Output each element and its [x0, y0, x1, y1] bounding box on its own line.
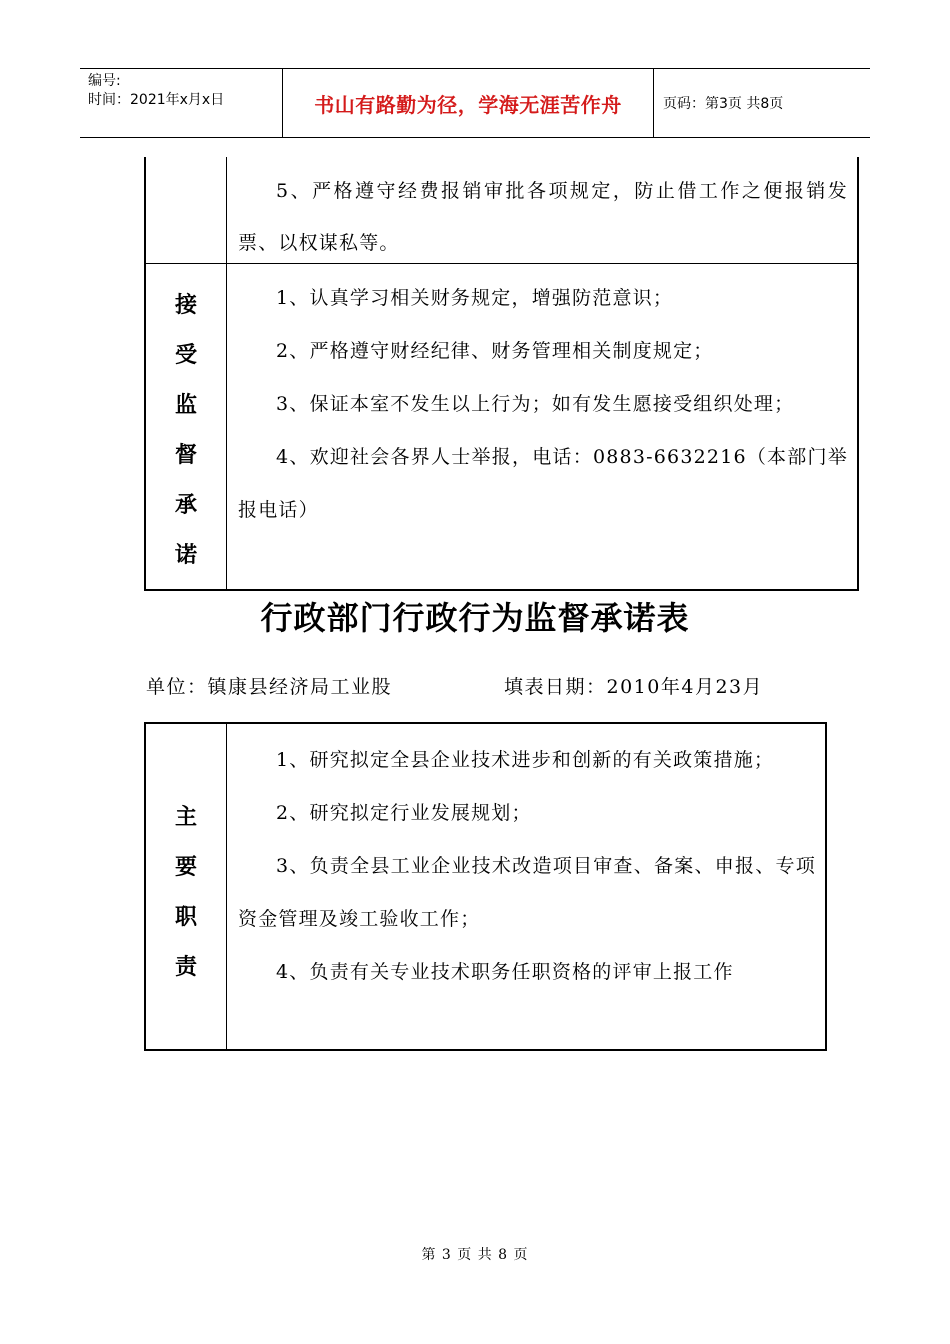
commitment-item: 1、认真学习相关财务规定，增强防范意识；	[276, 287, 674, 309]
header-page-info: 页码：第3页 共8页	[663, 96, 784, 112]
commitment-list	[238, 272, 848, 537]
commitment-table	[144, 157, 859, 591]
regulation-item-5: 5、严格遵守经费报销审批各项规定，防止借工作之便报销发票、以权谋私等。	[238, 180, 848, 254]
duty-item: 3、负责全县工业企业技术改造项目审查、备案、申报、专项资金管理及竣工验收工作；	[238, 855, 816, 930]
time-label: 时间：2021年x月x日	[88, 92, 225, 108]
header-motto: 书山有路勤为径，学海无涯苦作舟	[282, 69, 654, 137]
page-header	[80, 68, 870, 138]
fill-date-label: 填表日期：2010年4月23月	[504, 676, 764, 698]
duties-table	[144, 722, 827, 1051]
duty-item: 1、研究拟定全县企业技术进步和创新的有关政策措施；	[276, 749, 775, 771]
page-footer: 第 3 页 共 8 页	[421, 1247, 529, 1263]
number-label: 编号:	[88, 73, 121, 89]
column-divider	[226, 157, 227, 589]
unit-label: 单位：镇康县经济局工业股	[146, 676, 393, 698]
form-title: 行政部门行政行为监督承诺表	[260, 599, 690, 637]
commitment-item: 3、保证本室不发生以上行为；如有发生愿接受组织处理；	[276, 393, 795, 415]
duty-item: 2、研究拟定行业发展规划；	[276, 802, 532, 824]
main-duties-label: 主 要 职 责	[174, 804, 197, 980]
duties-list	[238, 734, 816, 999]
duty-item: 4、负责有关专业技术职务任职资格的评审上报工作	[276, 961, 734, 983]
supervision-commitment-label: 接 受 监 督 承 诺	[174, 292, 197, 568]
column-divider	[226, 724, 227, 1049]
header-meta	[80, 69, 282, 137]
commitment-item: 2、严格遵守财经纪律、财务管理相关制度规定；	[276, 340, 714, 362]
commitment-item: 4、欢迎社会各界人士举报，电话：0883-6632216（本部门举报电话）	[238, 446, 848, 521]
